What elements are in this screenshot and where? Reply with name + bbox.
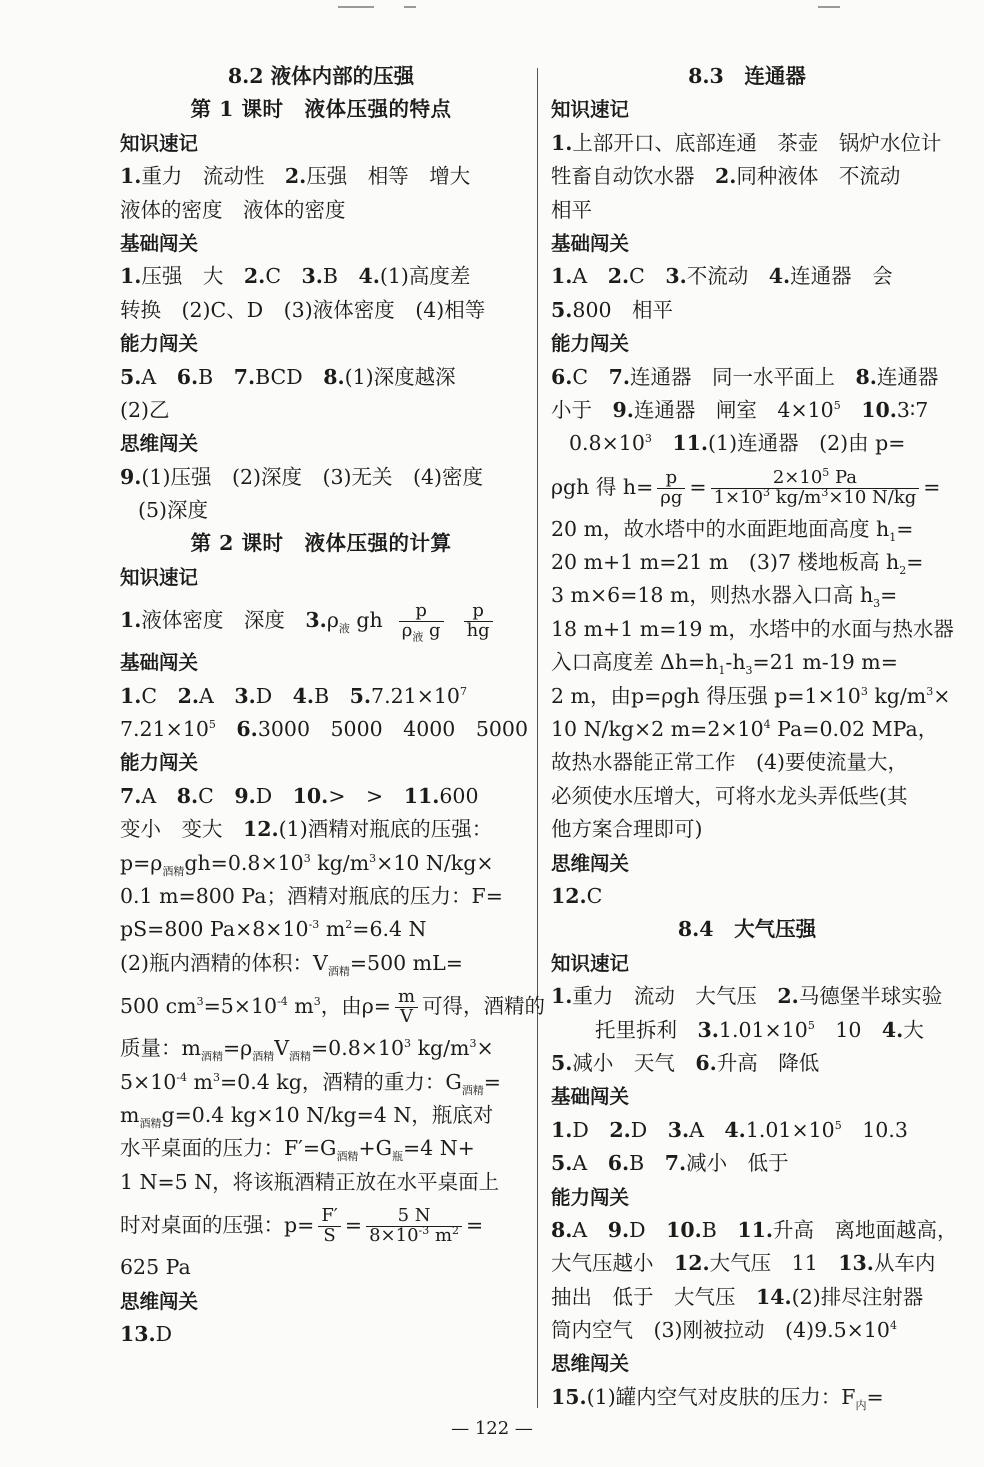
fraction: $\frac{p}{\rho g}$: [657, 469, 685, 508]
answer-line: $7.21\times 10^5$ 6.3000 5000 4000 5000: [120, 717, 529, 742]
answer-line: 15.(1)罐内空气对皮肤的压力：$F_内=$: [551, 1384, 884, 1412]
answer-line: 0.1 m=800 Pa；酒精对瓶底的压力：F=: [120, 883, 503, 908]
answer-line: 625 Pa: [120, 1255, 191, 1280]
answer-line: $p=\rho_{酒精}gh=0.8\times 10^3$ $kg/m^3\times 10$ N/kg×: [120, 850, 494, 878]
answer-line: 2 m，由p=ρgh 得压强 $p=1\times 10^3$ $kg/m^3\times$: [551, 683, 951, 708]
scan-mark: [404, 6, 416, 8]
answer-line: 牲畜自动饮水器 2.同种液体 不流动: [551, 164, 901, 189]
answer-line: 8.A 9.D 10.B 11.升高 离地面越高，: [551, 1217, 958, 1242]
answer-line: 5.800 相平: [551, 297, 674, 322]
section-heading: 基础闯关: [120, 231, 199, 255]
answer-line: 13.D: [120, 1321, 173, 1346]
section-heading: 基础闯关: [120, 651, 199, 675]
answer-line: 1.重力 流动性 2.压强 相等 增大: [120, 164, 471, 189]
answer-line: 变小 变大 12.(1)酒精对瓶底的压强：: [120, 817, 493, 842]
section-heading: 能力闯关: [120, 751, 199, 775]
answer-line: 5.A 6.B 7.减小 低于: [551, 1151, 789, 1176]
answer-line: 18 m+1 m=19 m，水塔中的水面与热水器: [551, 616, 954, 641]
answer-line: 1.重力 流动 大气压 2.马德堡半球实验: [551, 984, 943, 1009]
right-column: [551, 60, 958, 1414]
section-heading: 知识速记: [120, 565, 199, 589]
section-heading: 思维闯关: [551, 1352, 630, 1376]
answer-line: 10 N/kg×2 $m=2\times 10^4$ Pa=0.02 MPa，: [551, 717, 939, 742]
answer-line: 7.A 8.C 9.D 10.> > 11.600: [120, 783, 479, 808]
section-heading: 能力闯关: [551, 1185, 630, 1209]
answer-line: $0.8\times 10^3$ 11.(1)连通器 (2)由 p=: [569, 431, 906, 456]
answer-line: 时对桌面的压强：p= $\frac{F'}{S}$ = $\frac{5 N}{8\times 10^{-3} m^2}$ =: [120, 1205, 484, 1247]
section-heading: 知识速记: [551, 951, 630, 975]
answer-line: pS=800 $Pa\times 8\times 10^{-3}$ $m^2=6.4$ N: [120, 917, 427, 942]
fraction: $\frac{p}{hg}$: [464, 602, 493, 641]
section-heading: 知识速记: [120, 131, 199, 155]
answer-line: 5.减小 天气 6.升高 降低: [551, 1050, 820, 1075]
column-divider: [537, 68, 538, 1408]
fraction: $\frac{2\times 10^5 Pa}{1\times 10^3 kg/m^3\times 10 N/kg}$: [711, 469, 920, 508]
answer-line: 相平: [551, 197, 592, 222]
section-heading: 基础闯关: [551, 231, 630, 255]
answer-line: ρgh 得 h= $\frac{p}{\rho g}$ = $\frac{2\times 10^5 Pa}{1\times 10^3 kg/m^3\times 10 N/kg}$ =: [551, 465, 941, 508]
fraction: $\frac{m}{V}$: [395, 988, 418, 1027]
answer-line: 1.A 2.C 3.不流动 4.连通器 会: [551, 264, 893, 289]
section-heading: 思维闯关: [551, 851, 630, 875]
answer-line: (5)深度: [138, 498, 209, 523]
answer-line: 1.液体密度 深度 $3.\rho_液$ gh $\frac{p}{\rho_液 g}$ $\frac{p}{hg}$: [120, 594, 522, 646]
answer-line: 液体的密度 液体的密度: [120, 197, 346, 222]
answer-line: 500 $cm^3=5\times 10^{-4}$ $m^3$，由ρ= $\frac{m}{V}$ 可得，酒精的: [120, 986, 546, 1028]
answer-line: 1.D 2.D 3.A $4.1.01\times 10^5$ 10.3: [551, 1117, 908, 1142]
answer-line: 3 m×6=18 m，则热水器入口高 $h_3=$: [551, 583, 898, 611]
lesson-title: 第 1 课时 液体压强的特点: [190, 97, 452, 122]
answer-line: 水平桌面的压力：$F'=G_{酒精}+G_瓶=4$ N+: [120, 1136, 475, 1164]
answer-line: 大气压越小 12.大气压 11 13.从车内: [551, 1251, 936, 1276]
answer-line: (2)乙: [120, 397, 170, 422]
answer-line: $m_{酒精}g=0.4$ kg×10 N/kg=4 N，瓶底对: [120, 1102, 494, 1131]
answer-line: 1.C 2.A 3.D 4.B $5.7.21\times 10^7$: [120, 683, 467, 708]
answer-line: 必须使水压增大，可将水龙头弄低些(其: [551, 783, 908, 808]
section-heading: 能力闯关: [120, 332, 199, 356]
page-number: — 122 —: [451, 1418, 533, 1439]
answer-line: 入口高度差 $\Delta h=h_1-h_3=21$ m-19 m=: [551, 650, 898, 678]
section-heading: 能力闯关: [551, 332, 630, 356]
answer-line: (2)瓶内酒精的体积：$V_{酒精}=500$ mL=: [120, 950, 463, 978]
section-title: 8.3 连通器: [688, 64, 806, 88]
answer-line: 故热水器能正常工作 (4)要使流量大，: [551, 750, 909, 775]
section-title: 8.2 液体内部的压强: [227, 64, 415, 88]
fraction: $\frac{F'}{S}$: [318, 1207, 341, 1246]
section-heading: 知识速记: [551, 98, 630, 122]
answer-line: 转换 (2)C、D (3)液体密度 (4)相等: [120, 297, 486, 322]
section-heading: 思维闯关: [120, 432, 199, 456]
section-heading: 思维闯关: [120, 1289, 199, 1313]
answer-line: 他方案合理即可): [551, 817, 703, 842]
section-title: 8.4 大气压强: [677, 917, 817, 942]
answer-line: 1 N=5 N，将该瓶酒精正放在水平桌面上: [120, 1169, 500, 1194]
lesson-title: 第 2 课时 液体压强的计算: [190, 531, 452, 556]
section-heading: 基础闯关: [551, 1085, 630, 1109]
answer-line: 12.C: [551, 883, 603, 908]
answer-line: 5.A 6.B 7.BCD 8.(1)深度越深: [120, 364, 456, 389]
answer-line: 筒内空气 (3)刚被拉动 $(4)9.5\times 10^4$: [551, 1318, 897, 1343]
answer-line: 20 m，故水塔中的水面距地面高度 $h_1=$: [551, 516, 914, 544]
answer-line: 9.(1)压强 (2)深度 (3)无关 (4)密度: [120, 464, 484, 489]
scan-mark: [338, 6, 374, 8]
answer-line: 托里拆利 $3.1.01\times 10^5$ 10 4.大: [595, 1017, 924, 1042]
answer-line: 20 m+1 m=21 m (3)7 楼地板高 $h_2=$: [551, 550, 924, 578]
answer-line: $5\times 10^{-4}$ $m^3=0.4$ kg，酒精的重力：$G_{酒精}=$: [120, 1069, 501, 1097]
answer-line: 6.C 7.连通器 同一水平面上 8.连通器: [551, 364, 939, 389]
answer-line: 1.上部开口、底部连通 茶壶 锅炉水位计: [551, 130, 942, 155]
left-column: [120, 60, 546, 1351]
fraction: $\frac{p}{\rho_液 g}$: [399, 602, 444, 641]
answer-line: 1.压强 大 2.C 3.B 4.(1)高度差: [120, 264, 471, 289]
answer-line: 抽出 低于 大气压 14.(2)排尽注射器: [551, 1284, 924, 1309]
fraction: $\frac{5 N}{8\times 10^{-3} m^2}$: [366, 1207, 462, 1246]
answer-line: 小于 9.连通器 闸室 $4\times 10^5$ 10.3∶7: [551, 397, 929, 422]
answer-line: 质量：$m_{酒精}=\rho_{酒精}V_{酒精}=0.8\times 10^3$ $kg/m^3\times$: [120, 1036, 494, 1064]
scan-mark: [818, 6, 840, 8]
